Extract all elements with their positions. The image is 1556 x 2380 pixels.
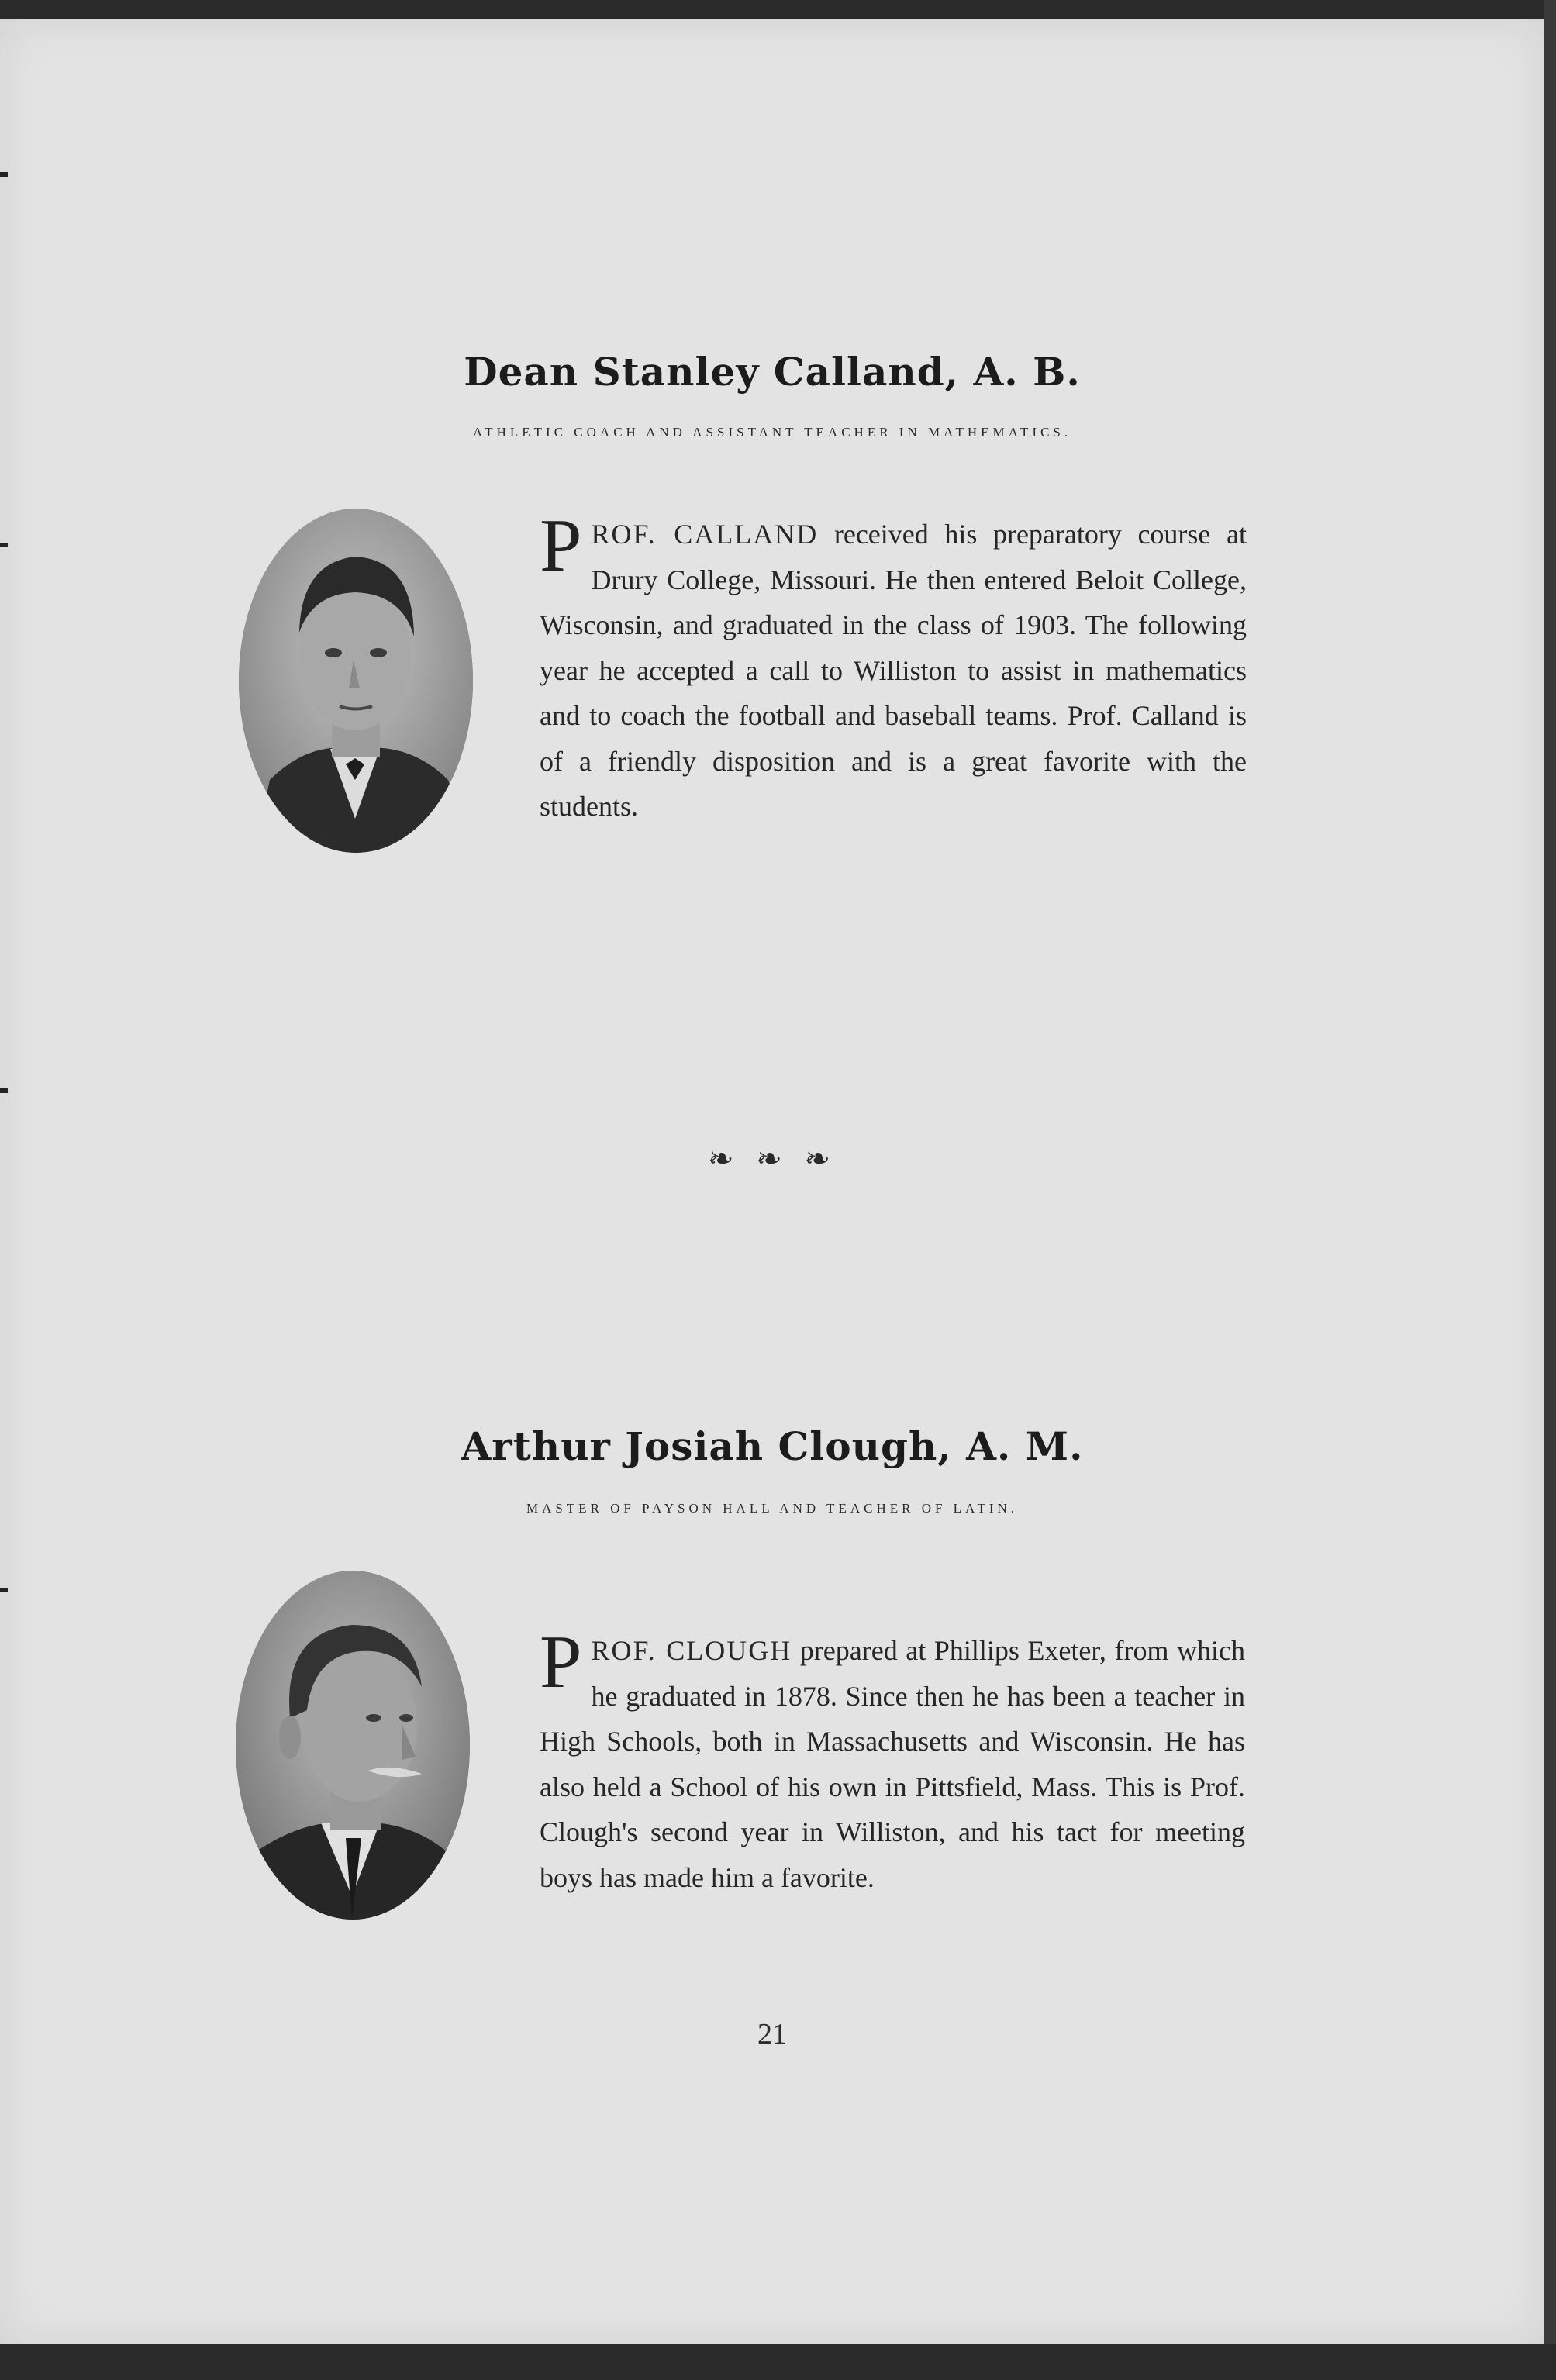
entry-2-bio (540, 1620, 1245, 1900)
entry-1-name: Dean Stanley Calland, A. B. (464, 349, 1081, 395)
binding-mark (0, 172, 8, 177)
entry-2-title: MASTER OF PAYSON HALL AND TEACHER OF LATIN. (526, 1501, 1019, 1516)
scan-bottom-edge (0, 2344, 1556, 2380)
binding-mark (0, 1088, 8, 1093)
portrait-young-man-image (239, 509, 473, 853)
binding-mark (0, 1588, 8, 1592)
section-divider-ornament: ❧ ❧ ❧ (708, 1141, 837, 1177)
entry-2-lead: ROF. CLOUGH (591, 1635, 792, 1666)
entry-1-dropcap: P (540, 504, 582, 588)
entry-1-title: ATHLETIC COACH AND ASSISTANT TEACHER IN MATHEMATICS. (472, 425, 1072, 440)
page-number: 21 (757, 2018, 787, 2051)
scan-right-edge (1544, 0, 1556, 2380)
binding-mark (0, 543, 8, 547)
entry-1-body: received his preparatory course at Drury College, Missouri. He then entered Beloit College, Wisconsin, and graduated in the class of 1903. The following year he accepted a call to Williston to assist in mathematics and to coach the football and baseball teams. Prof. Calland is of a friendly disposition and is a great favorite with the students. (540, 519, 1247, 822)
scan-top-edge (0, 0, 1556, 19)
entry-2-dropcap: P (540, 1620, 582, 1704)
entry-2-name: Arthur Josiah Clough, A. M. (461, 1423, 1084, 1469)
entry-1-lead: ROF. CALLAND (591, 519, 819, 550)
entry-2-body: prepared at Phillips Exeter, from which he graduated in 1878. Since then he has been a teacher in High Schools, both in Massachusetts and Wisconsin. He has also held a School of his own in Pittsfield, Mass. This is Prof. Clough's second year in Williston, and his tact for meeting boys has made him a favorite. (540, 1635, 1245, 1893)
entry-2-portrait (236, 1571, 470, 1920)
entry-1-bio (540, 504, 1247, 830)
entry-1-portrait (239, 509, 473, 853)
book-page (0, 19, 1544, 2344)
portrait-mustached-man-image (236, 1571, 470, 1920)
